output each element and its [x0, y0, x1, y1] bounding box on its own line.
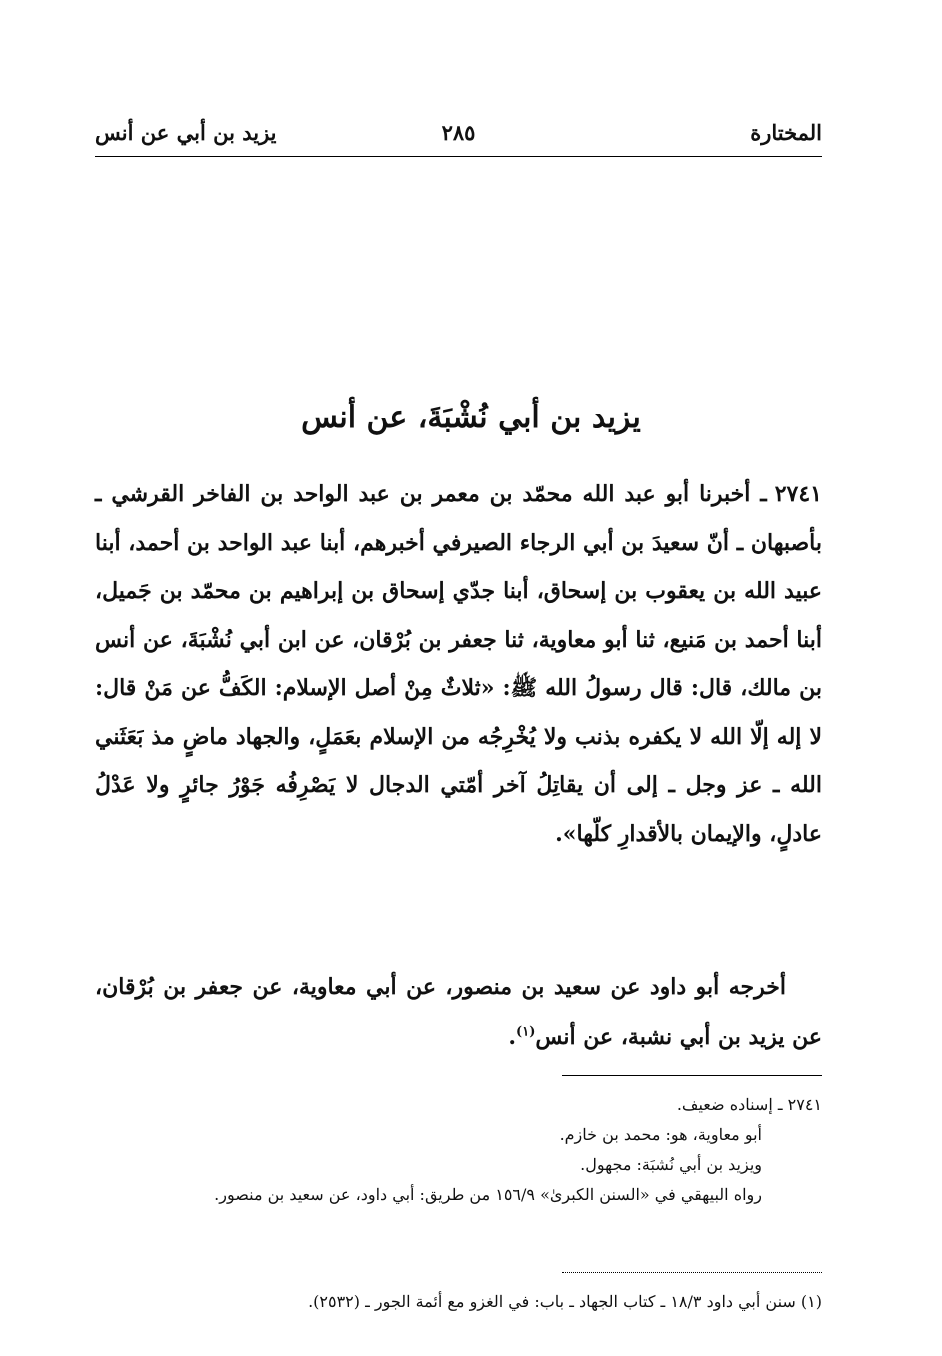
footnote-reference[interactable]: (١) — [516, 1024, 536, 1040]
takhrij-paragraph — [95, 962, 822, 1062]
notes-separator — [562, 1075, 822, 1076]
page-number: ٢٨٥ — [441, 120, 476, 145]
note-line: أبو معاوية، هو: محمد بن خازم. — [559, 1125, 762, 1144]
note-line: رواه البيهقي في «السنن الكبرىٰ» ١٥٦/٩ من طريق: أبي داود، عن سعيد بن منصور. — [214, 1185, 762, 1204]
hadith-number: ٢٧٤١ — [774, 481, 822, 507]
hadith-body — [95, 470, 822, 858]
chapter-title: يزيد بن أبي عن أنس — [95, 120, 277, 145]
note-text: ـ إسناده ضعيف. — [676, 1095, 783, 1114]
takhrij-end: . — [508, 1024, 517, 1050]
book-title: المختارة — [750, 120, 822, 145]
note-number: ٢٧٤١ — [787, 1095, 822, 1114]
hadith-text: ـ أخبرنا أبو عبد الله محمّد بن معمر بن عبد الواحد بن الفاخر القرشي ـ بأصبهان ـ أنّ سعيدَ بن أبي الرجاء الصيرفي أخبرهم، أبنا عبد الواحد بن أحمد، أبنا عبيد الله بن يعقوب بن إسحاق، أبنا جدّي إسحاق بن إبراهيم بن محمّد بن جَميل، أبنا أحمد بن مَنيع، ثنا أبو معاوية، ثنا جعفر بن بُرْقان، عن ابن أبي نُشْبَةَ، عن أنس بن مالك، قال: قال رسولُ الله ﷺ: «ثلاثٌ مِنْ أصل الإسلام: الكَفُّ عن مَنْ قال: لا إله إلّا الله لا يكفره بذنب ولا يُخْرِجُه من الإسلام بعَمَلٍ، والجهاد ماضٍ مذ بَعَثَني الله ـ عز وجل ـ إلى أن يقاتِلُ آخر أمّتي الدجال لا يَصْرِفُه جَوْرُ جائرٍ ولا عَدْلُ عادلٍ، والإيمان بالأقدارِ كلّها». — [95, 481, 822, 847]
footnote-separator — [562, 1272, 822, 1273]
running-header — [95, 120, 822, 154]
header-rule — [95, 156, 822, 157]
takhrij-text: أخرجه أبو داود عن سعيد بن منصور، عن أبي معاوية، عن جعفر بن بُرْقان، عن يزيد بن أبي نشبة، عن أنس — [95, 974, 822, 1050]
footnote: (١) سنن أبي داود ١٨/٣ ـ كتاب الجهاد ـ باب: في الغزو مع أئمة الجور ـ (٢٥٣٢). — [308, 1292, 822, 1311]
section-title: يزيد بن أبي نُشْبَةَ، عن أنس — [301, 400, 641, 435]
editor-notes — [95, 1090, 822, 1210]
note-line: ويزيد بن أبي نُشبَة: مجهول. — [580, 1155, 762, 1174]
hadith-paragraph — [95, 470, 822, 858]
note-line — [95, 1090, 822, 1120]
